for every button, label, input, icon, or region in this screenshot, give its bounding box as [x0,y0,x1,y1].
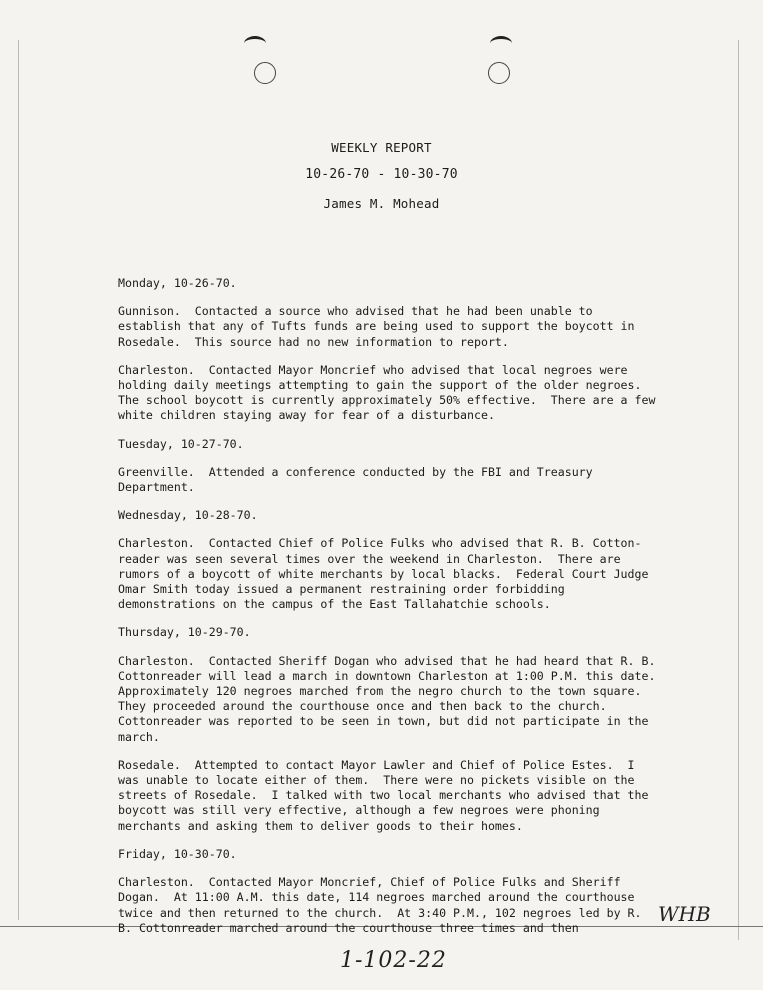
report-title: WEEKLY REPORT [331,140,432,155]
entry-paragraph: Gunnison. Contacted a source who advised that he had been unable to establish that any of Tufts funds are being used to support the boycott in Rosedale. This source had no new information to report. [118,304,642,349]
entry-paragraph: Rosedale. Attempted to contact Mayor Lawler and Chief of Police Estes. I was unable to locate either of them. There were no pickets visible on the streets of Rosedale. I talked with two local merchants who advised that the boycott was still very effective, although a few negroes were phoning merchants and asking them to deliver goods to their homes. [118,757,656,833]
entry-paragraph: Greenville. Attended a conference conducted by the FBI and Treasury Department. [118,464,600,495]
binder-mark-right [490,36,512,51]
entry-paragraph: Charleston. Contacted Chief of Police Fulks who advised that R. B. Cotton-reader was seen several times over the weekend in Charleston. There are rumors of a boycott of white merchants by local blacks. Federal Court Judge Omar Smith today issued a permanent restraining order forbidding demonstrations on the campus of the East Tallahatchie schools. [118,536,656,612]
entry-paragraph: Charleston. Contacted Sheriff Dogan who advised that he had heard that R. B. Cottonreader will lead a march in downtown Charleston at 1:00 P.M. this date. Approximately 120 negroes marched from the negro church to the town square. They proceeded around the courthouse once and then back to the church. Cottonreader was reported to be seen in town, but did not participate in the march. [118,653,670,744]
day-heading: Friday, 10-30-70. [118,846,237,861]
binder-mark-left [244,36,266,51]
entry-paragraph: Charleston. Contacted Mayor Moncrief who advised that local negroes were holding daily meetings attempting to gain the support of the older negroes. The school boycott is currently approximately 50% effective. There are a few white children staying away for fear of a disturbance. [118,362,663,423]
report-dates: 10-26-70 - 10-30-70 [305,167,458,182]
report-body [118,276,670,949]
handwritten-page-number: 1-102-22 [340,948,447,973]
day-heading: Thursday, 10-29-70. [118,625,251,640]
report-author: James M. Mohead [323,196,440,211]
entry-paragraph: Charleston. Contacted Mayor Moncrief, Chief of Police Fulks and Sheriff Dogan. At 11:00 A.M. this date, 114 negroes marched around the courthouse twice and then returned to the church. At 3:40 P.M., 102 negroes led by R. B. Cottonreader marched around the courthouse three times and then [118,875,649,935]
punch-hole-left [254,62,276,84]
day-heading: Tuesday, 10-27-70. [118,436,244,451]
day-heading: Wednesday, 10-28-70. [118,508,258,523]
day-heading: Monday, 10-26-70. [118,276,237,290]
handwritten-initials: WHB [658,902,711,926]
punch-hole-right [488,62,510,84]
